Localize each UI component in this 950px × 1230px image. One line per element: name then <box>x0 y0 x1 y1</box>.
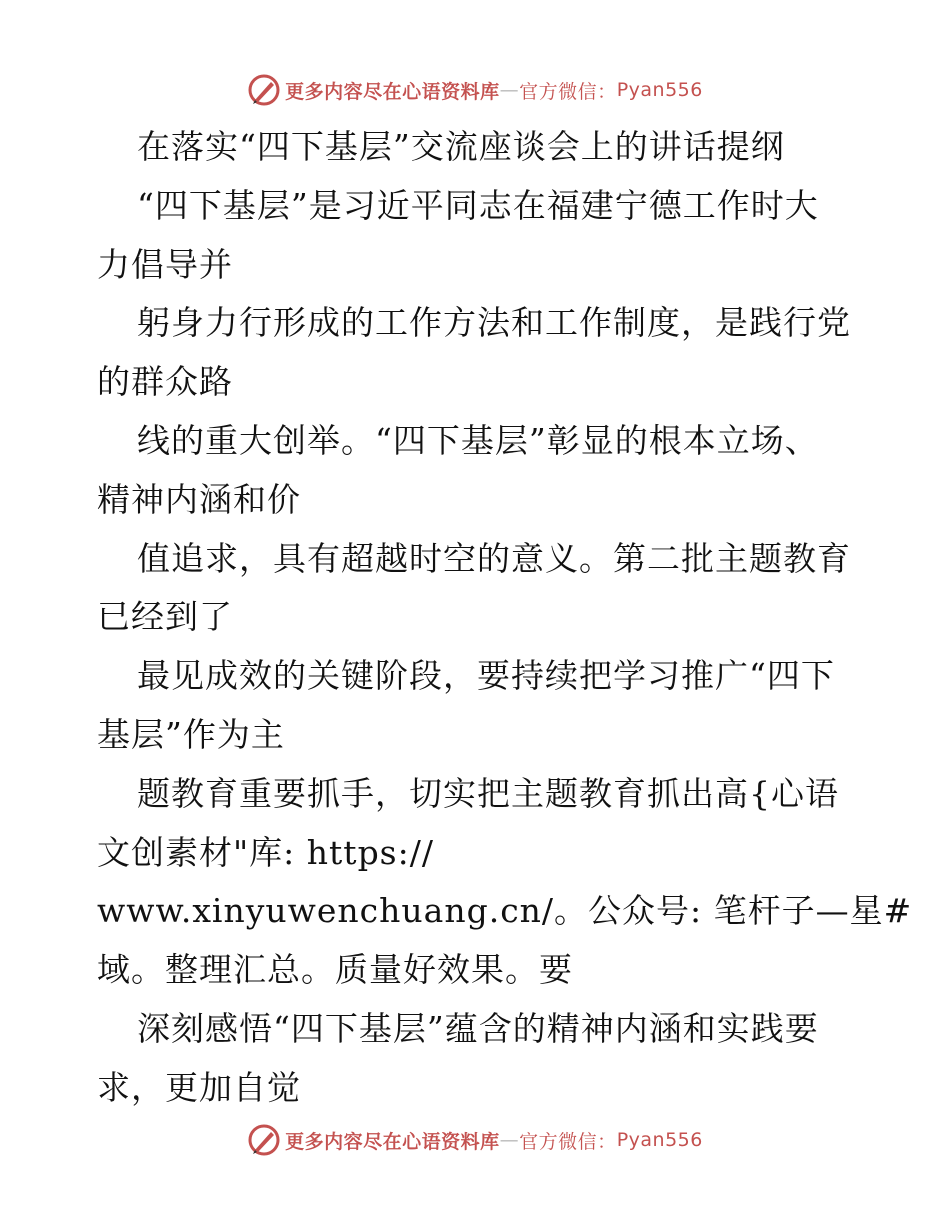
banner-wechat-label: 官方微信： <box>519 1130 617 1153</box>
banner-brand-text: 更多内容尽在心语资料库 <box>285 1130 500 1153</box>
text-line: 线的重大创举。“四下基层”彰显的根本立场、 <box>137 420 819 460</box>
header-watermark-banner <box>0 70 950 110</box>
footer-watermark-banner <box>0 1120 950 1160</box>
text-line: 已经到了 <box>97 597 233 637</box>
text-line: 深刻感悟“四下基层”蕴含的精神内涵和实践要 <box>137 1008 819 1048</box>
text-line: 的群众路 <box>97 362 233 402</box>
text-line: 躬身力行形成的工作方法和工作制度，是践行党 <box>137 303 851 343</box>
text-line: 最见成效的关键阶段，要持续把学习推广“四下 <box>137 656 835 696</box>
text-line: “四下基层”是习近平同志在福建宁德工作时大 <box>137 185 819 225</box>
text-line: www.xinyuwenchuang.cn/。公众号: 笔杆子—星# <box>97 891 913 931</box>
pen-logo-icon <box>247 1123 281 1157</box>
pen-logo-icon <box>247 73 281 107</box>
text-line: 精神内涵和价 <box>97 479 301 519</box>
text-line: 文创素材"库: https:// <box>97 832 434 872</box>
text-line: 基层”作为主 <box>97 714 285 754</box>
banner-separator: — <box>499 1129 520 1151</box>
document-title-line: 在落实“四下基层”交流座谈会上的讲话提纲 <box>137 127 785 166</box>
banner-wechat-id: Pyan556 <box>616 79 703 101</box>
document-body <box>97 118 913 1118</box>
text-line: 域。整理汇总。质量好效果。要 <box>97 950 573 990</box>
banner-brand-text: 更多内容尽在心语资料库 <box>285 80 500 103</box>
banner-separator: — <box>499 79 520 101</box>
banner-wechat-label: 官方微信： <box>519 80 617 103</box>
banner-wechat-id: Pyan556 <box>616 1129 703 1151</box>
text-line: 题教育重要抓手，切实把主题教育抓出高{心语 <box>137 773 839 813</box>
text-line: 值追求，具有超越时空的意义。第二批主题教育 <box>137 538 851 578</box>
text-line: 求，更加自觉 <box>97 1067 301 1107</box>
text-line: 力倡导并 <box>97 244 233 284</box>
